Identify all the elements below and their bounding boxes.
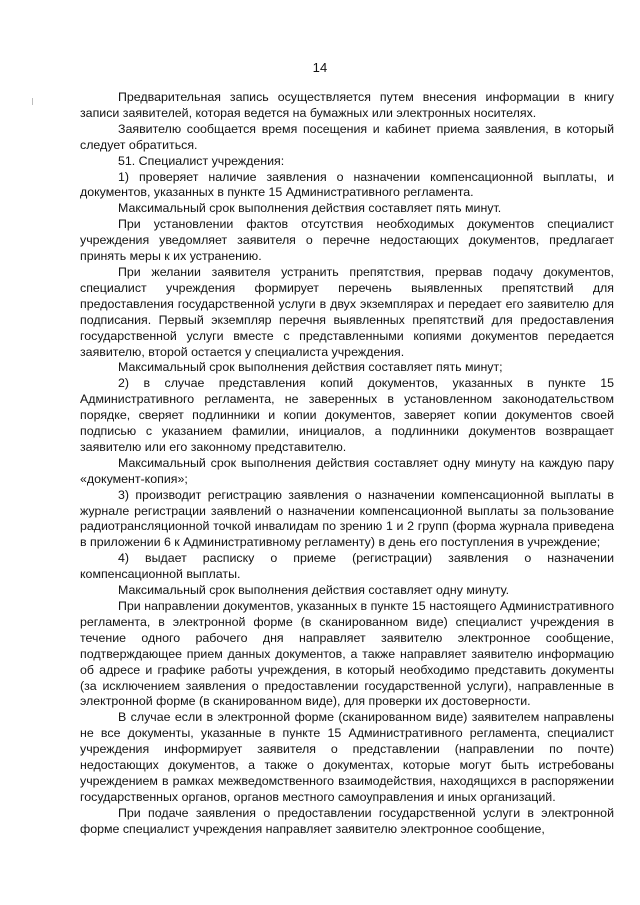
scan-mark xyxy=(32,98,33,105)
paragraph-subitem-2: 2) в случае представления копий документов, указанных в пункте 15 Административного регламента, не заверенных в установленном законодательством порядке, сверяет подлинники и копии документов, заверяет копии документов своей подписью с указанием фамилии, инициалов, а подлинники документов возвращает заявителю или его законному представителю. xyxy=(80,376,614,454)
paragraph-subitem-4: 4) выдает расписку о приеме (регистрации) заявления о назначении компенсационной выплаты. xyxy=(80,551,614,582)
paragraph-pre-registration: Предварительная запись осуществляется путем внесения информации в книгу записи заявителей, которая ведется на бумажных или электронных носителях. xyxy=(80,90,614,120)
paragraph-subitem-3: 3) производит регистрацию заявления о назначении компенсационной выплаты в журнале регистрации заявлений о назначении компенсационной выплаты за пользование радиотрансляционной точкой инвалидам по зрению 1 и 2 групп (форма журнала приведена в приложении 6 к Административному регламенту) в день его поступления в учреждение; xyxy=(80,487,614,550)
paragraph-visit-time: Заявителю сообщается время посещения и кабинет приема заявления, в который следует обратиться. xyxy=(80,121,614,152)
page-number: 14 xyxy=(312,60,328,75)
paragraph-max-time-3: Максимальный срок выполнения действия составляет одну минуту на каждую пару «документ-копия»; xyxy=(80,455,614,486)
paragraph-electronic-submission: При направлении документов, указанных в пункте 15 настоящего Административного регламента, в электронной форме (в сканированном виде) специалист учреждения в течение одного рабочего дня направляет заявителю электронное сообщение, подтверждающее прием данных документов, а также направляет заявителю информацию об адресе и графике работы учреждения, в который необходимо представить документы (за исключением заявления о предоставлении государственной услуги), направленные в электронной форме (в сканированном виде), для проверки их достоверности. xyxy=(80,599,614,709)
document-body xyxy=(80,90,614,838)
paragraph-subitem-1: 1) проверяет наличие заявления о назначении компенсационной выплаты, и документов, указанных в пункте 15 Административного регламента. xyxy=(80,169,614,200)
paragraph-item-51: 51. Специалист учреждения: xyxy=(118,153,285,168)
paragraph-missing-docs: При установлении фактов отсутствия необходимых документов специалист учреждения уведомляет заявителя о перечне недостающих документов, предлагает принять меры к их устранению. xyxy=(80,217,614,264)
paragraph-incomplete-electronic: В случае если в электронной форме (сканированном виде) заявителем направлены не все документы, указанные в пункте 15 Административного регламента, специалист учреждения информирует заявителя о представлении (направлении по почте) недостающих документов, а также о документах, которые могут быть истребованы учреждением в рамках межведомственного взаимодействия, находящихся в распоряжении государственных органов, органов местного самоуправления и иных организаций. xyxy=(80,710,614,804)
paragraph-max-time-4: Максимальный срок выполнения действия составляет одну минуту. xyxy=(118,583,510,598)
paragraph-max-time-2: Максимальный срок выполнения действия составляет пять минут; xyxy=(118,360,503,375)
paragraph-obstacles: При желании заявителя устранить препятствия, прервав подачу документов, специалист учреждения формирует перечень выявленных препятствий для предоставления государственной услуги в двух экземплярах и передает его заявителю для подписания. Первый экземпляр перечня выявленных препятствий для предоставления государственной услуги вместе с представленными копиями документов передается заявителю, второй остается у специалиста учреждения. xyxy=(80,264,614,359)
paragraph-electronic-application: При подаче заявления о предоставлении государственной услуги в электронной форме специалист учреждения направляет заявителю электронное сообщение, xyxy=(80,805,614,836)
paragraph-max-time-1: Максимальный срок выполнения действия составляет пять минут. xyxy=(118,201,502,216)
